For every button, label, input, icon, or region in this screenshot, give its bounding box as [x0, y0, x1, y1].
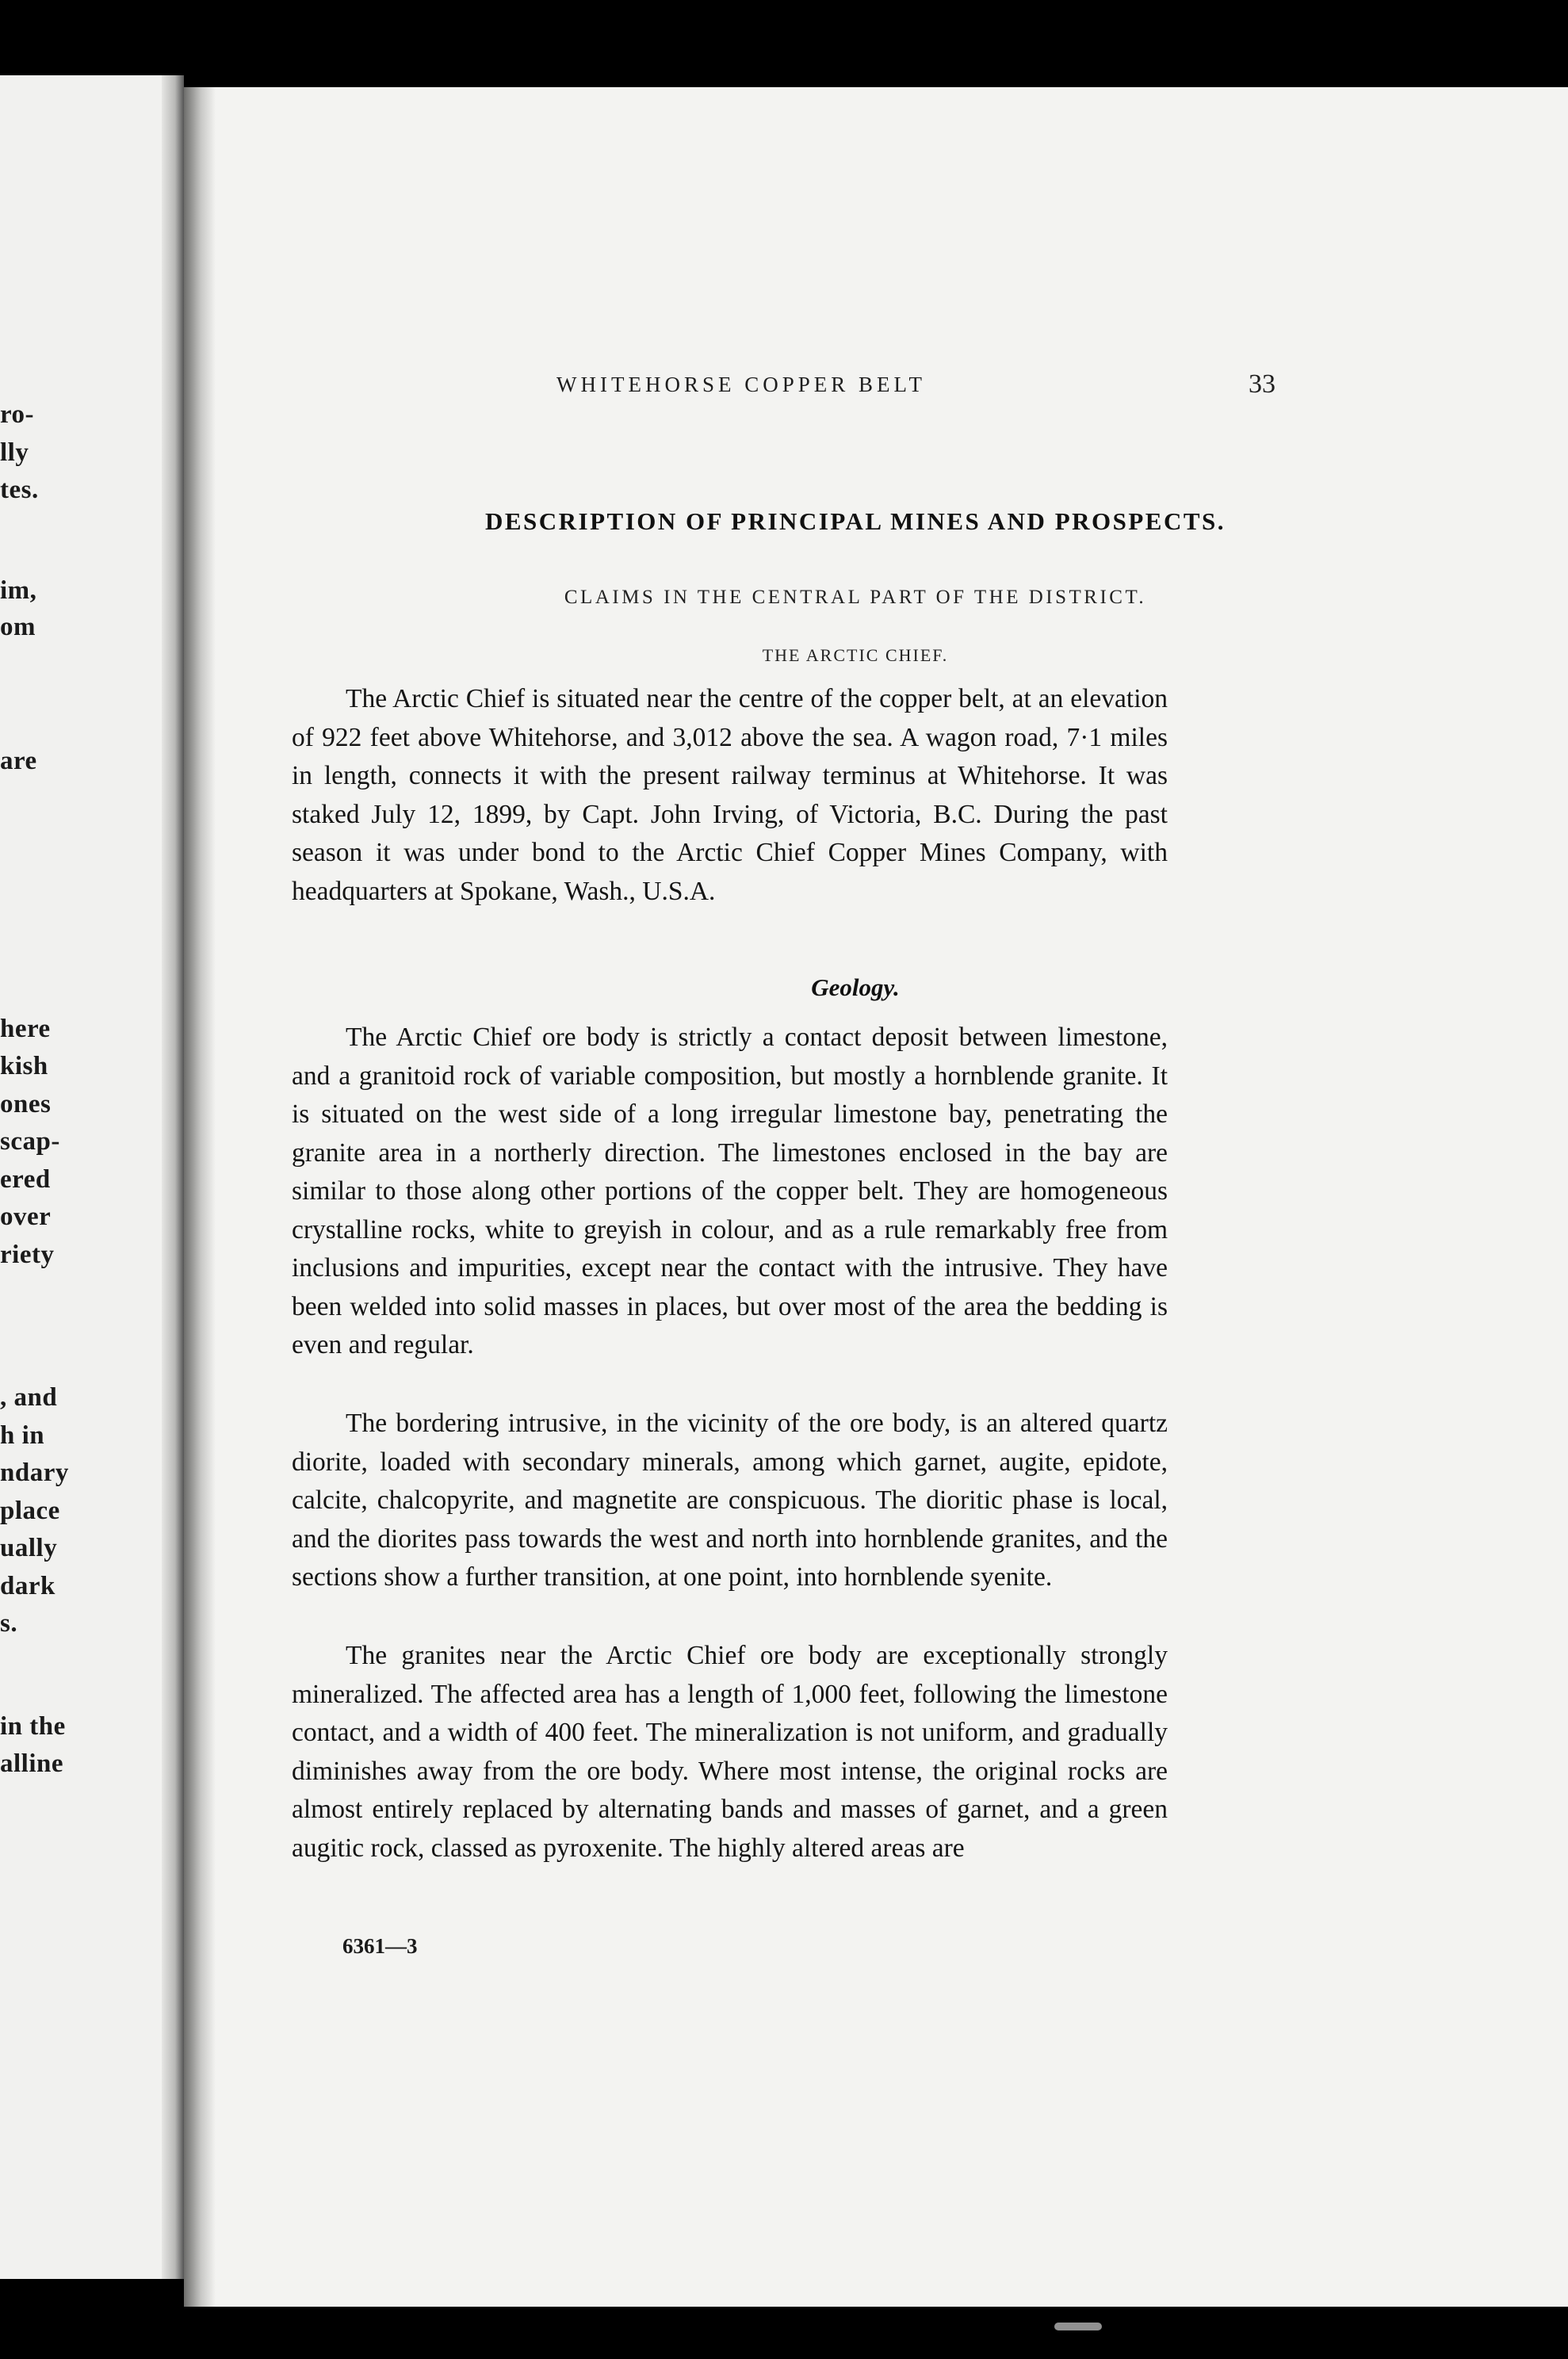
left-page-line: here [0, 1015, 51, 1043]
left-page-line: ered [0, 1165, 51, 1194]
printer-signature-mark: 6361—3 [342, 1934, 418, 1958]
left-page-line: scap- [0, 1127, 60, 1156]
left-page-spine-shadow [162, 75, 184, 2279]
left-page-line: dark [0, 1572, 55, 1600]
left-page-line: lly [0, 438, 29, 467]
left-page-line: , and [0, 1383, 58, 1412]
left-page-line: are [0, 747, 37, 775]
page-gutter-shadow [184, 87, 216, 2307]
mine-heading: THE ARCTIC CHIEF. [762, 645, 949, 665]
left-page-line: om [0, 613, 36, 641]
left-page-line: place [0, 1497, 60, 1525]
subsection-heading: CLAIMS IN THE CENTRAL PART OF THE DISTRICT. [564, 587, 1147, 608]
left-page-line: ndary [0, 1459, 69, 1487]
page-number: 33 [1249, 369, 1275, 399]
left-page-line: ones [0, 1090, 52, 1118]
left-page-line: riety [0, 1241, 55, 1269]
left-facing-page [0, 75, 184, 2279]
left-page-line: s. [0, 1609, 18, 1638]
paragraph-intro: The Arctic Chief is situated near the centre of the copper belt, at an elevation of 922 feet above Whitehorse, and 3,012 above the sea. A wagon road, 7·1 miles in length, connects it with the present railway terminus at Whitehorse. It was staked July 12, 1899, by Capt. John Irving, of Victoria, B.C. During the past season it was under bond to the Arctic Chief Copper Mines Company, with headquarters at Spokane, Wash., U.S.A. [292, 684, 1168, 906]
main-page [184, 87, 1568, 2307]
left-page-line: in the [0, 1712, 66, 1741]
paragraph-geology-3: The granites near the Arctic Chief ore body are exceptionally strongly mineralized. The affected area has a length of 1,000 feet, following the limestone contact, and a width of 400 feet. The mineralization is not uniform, and gradually diminishes away from the ore body. Where most intense, the original rocks are almost entirely replaced by alternating bands and masses of garnet, and a green augitic rock, classed as pyroxenite. The highly altered areas are [292, 1641, 1168, 1863]
left-page-line: h in [0, 1421, 45, 1450]
left-page-line: kish [0, 1052, 48, 1080]
geology-heading: Geology. [811, 973, 900, 1001]
left-page-line: tes. [0, 476, 39, 504]
paragraph-geology-2: The bordering intrusive, in the vicinity of the ore body, is an altered quartz diorite, loaded with secondary minerals, among which garnet, augite, epidote, calcite, chalcopyrite, and magnetite are conspicuous. The dioritic phase is local, and the diorites pass towards the west and north into hornblende granites, and the sections show a further transition, at one point, into hornblende syenite. [292, 1409, 1168, 1592]
left-page-line: over [0, 1202, 52, 1231]
left-page-line: ro- [0, 400, 35, 429]
scan-smudge [1054, 2323, 1102, 2330]
running-head: WHITEHORSE COPPER BELT [556, 373, 927, 396]
paragraph-geology-1: The Arctic Chief ore body is strictly a contact deposit between limestone, and a granitoid rock of variable composition, but mostly a hornblende granite. It is situated on the west side of a long irregular limestone bay, penetrating the granite area in a northerly direction. The limestones enclosed in the bay are similar to those along other portions of the copper belt. They are homogeneous crystalline rocks, white to greyish in colour, and as a rule remarkably free from inclusions and impurities, except near the contact with the intrusive. They have been welded into solid masses in places, but over most of the area the bedding is even and regular. [292, 1023, 1168, 1359]
left-page-line: im, [0, 576, 37, 605]
left-page-line: ually [0, 1534, 58, 1562]
left-page-line: alline [0, 1749, 64, 1778]
section-heading: DESCRIPTION OF PRINCIPAL MINES AND PROSPECTS. [484, 507, 1226, 535]
